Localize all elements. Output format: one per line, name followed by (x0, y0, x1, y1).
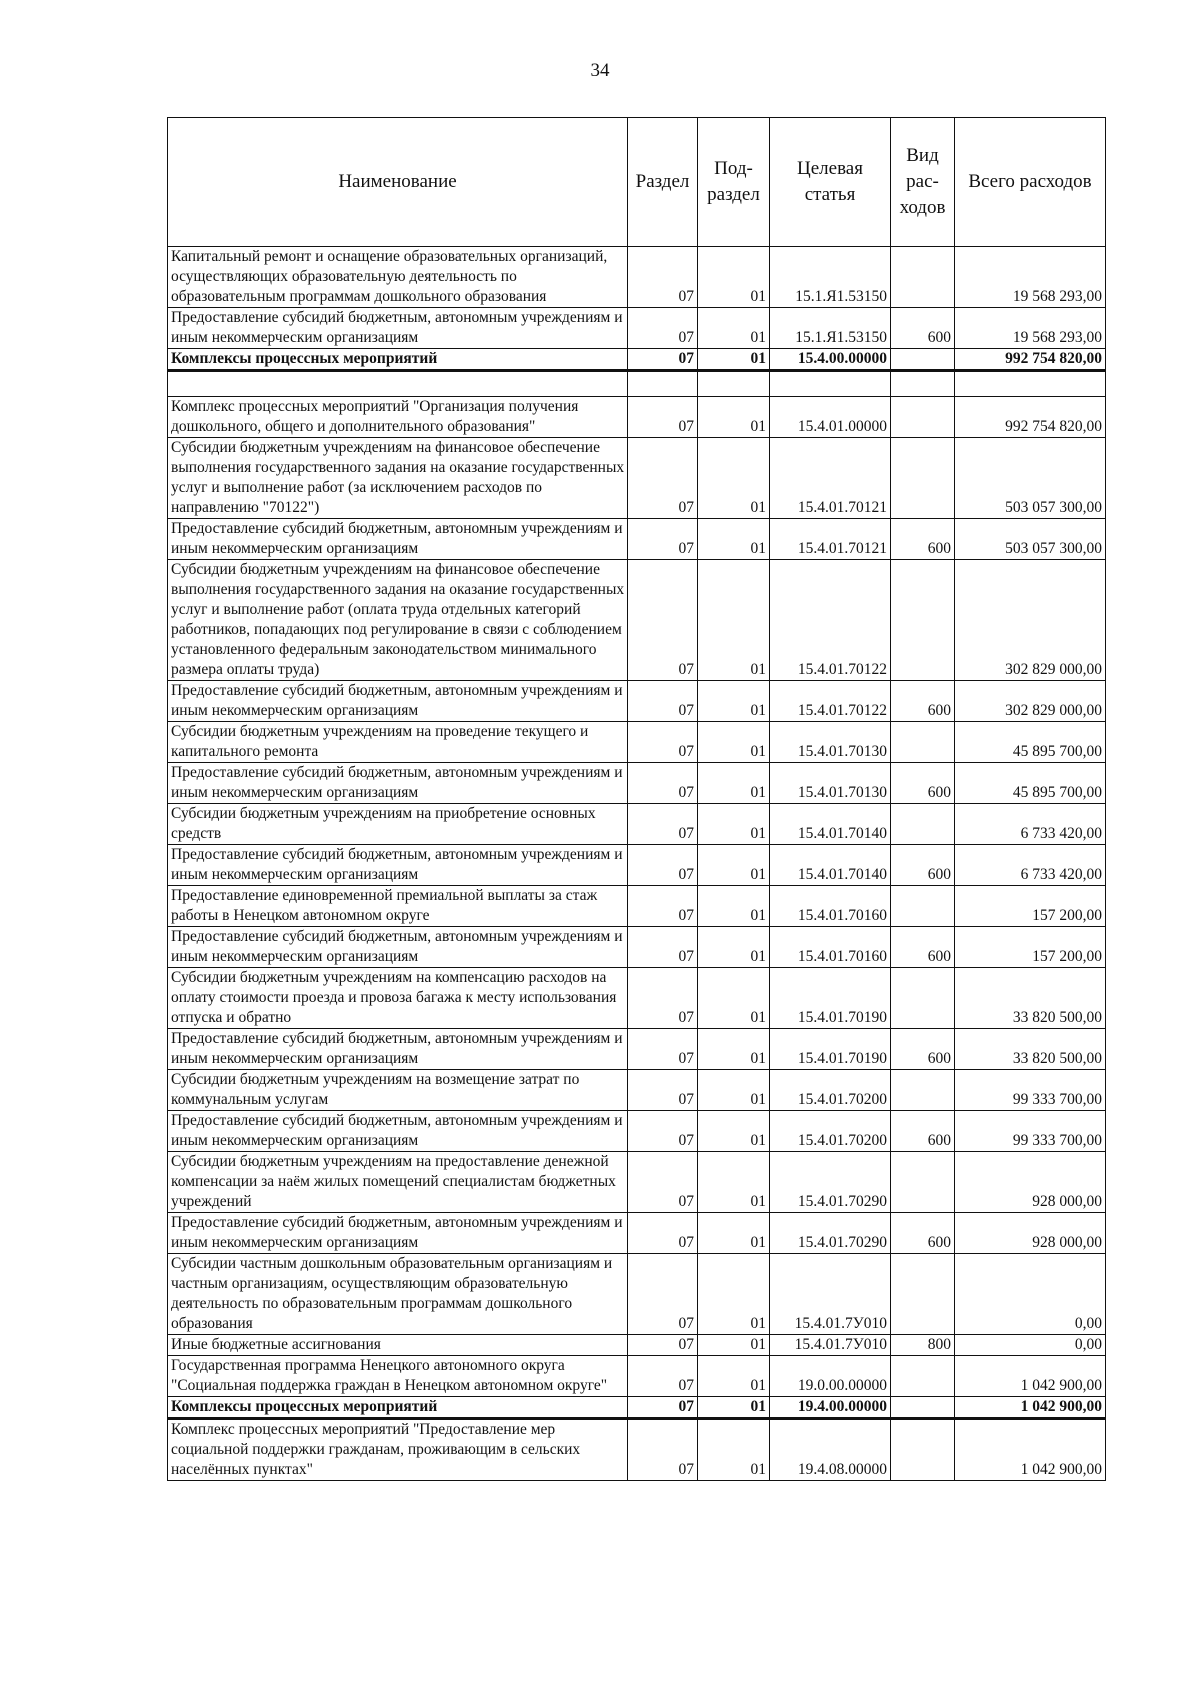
cell-name: Предоставление субсидий бюджетным, автономным учреждениям и иным некоммерческим организациям (168, 927, 628, 968)
cell-section: 07 (628, 397, 698, 438)
spacer-cell (770, 371, 891, 397)
cell-subsection: 01 (698, 927, 770, 968)
cell-type (891, 1152, 955, 1213)
cell-section: 07 (628, 845, 698, 886)
spacer-cell (955, 371, 1106, 397)
spacer-cell (891, 371, 955, 397)
cell-name: Капитальный ремонт и оснащение образовательных организаций, осуществляющих образовательную деятельность по образовательным программам дошкольного образования (168, 247, 628, 308)
cell-target: 19.4.08.00000 (770, 1419, 891, 1481)
header-type: Вид рас- ходов (891, 118, 955, 247)
cell-subsection: 01 (698, 886, 770, 927)
cell-type: 600 (891, 1111, 955, 1152)
cell-target: 15.4.01.70190 (770, 1029, 891, 1070)
cell-subsection: 01 (698, 1335, 770, 1356)
cell-type (891, 804, 955, 845)
cell-total: 157 200,00 (955, 927, 1106, 968)
cell-total: 1 042 900,00 (955, 1356, 1106, 1397)
cell-type (891, 1419, 955, 1481)
cell-subsection: 01 (698, 560, 770, 681)
cell-section: 07 (628, 1152, 698, 1213)
cell-section: 07 (628, 1254, 698, 1335)
cell-subsection: 01 (698, 845, 770, 886)
cell-name: Предоставление субсидий бюджетным, автономным учреждениям и иным некоммерческим организациям (168, 763, 628, 804)
cell-section: 07 (628, 1397, 698, 1419)
cell-subsection: 01 (698, 438, 770, 519)
cell-target: 15.4.01.70130 (770, 722, 891, 763)
table-row (168, 722, 1106, 763)
cell-name: Предоставление субсидий бюджетным, автономным учреждениям и иным некоммерческим организациям (168, 1111, 628, 1152)
cell-target: 15.4.01.70122 (770, 560, 891, 681)
cell-target: 19.4.00.00000 (770, 1397, 891, 1419)
spacer-cell (698, 371, 770, 397)
cell-section: 07 (628, 763, 698, 804)
cell-total: 33 820 500,00 (955, 968, 1106, 1029)
table-row (168, 681, 1106, 722)
table-row (168, 349, 1106, 371)
cell-subsection: 01 (698, 349, 770, 371)
cell-section: 07 (628, 927, 698, 968)
cell-name: Субсидии бюджетным учреждениям на проведение текущего и капитального ремонта (168, 722, 628, 763)
table-row (168, 763, 1106, 804)
cell-total: 157 200,00 (955, 886, 1106, 927)
cell-subsection: 01 (698, 804, 770, 845)
cell-type (891, 560, 955, 681)
cell-subsection: 01 (698, 1213, 770, 1254)
cell-subsection: 01 (698, 308, 770, 349)
cell-name: Субсидии бюджетным учреждениям на финансовое обеспечение выполнения государственного задания на оказание государственных услуг и выполнение работ (оплата труда отдельных категорий работников, попадающих под регулирование в связи с соблюдением установленного федеральным законодательством минимального размера оплаты труда) (168, 560, 628, 681)
cell-type: 600 (891, 308, 955, 349)
page-number: 34 (590, 60, 610, 81)
header-total: Всего расходов (955, 118, 1106, 247)
cell-section: 07 (628, 560, 698, 681)
cell-type: 600 (891, 763, 955, 804)
cell-name: Комплексы процессных мероприятий (168, 1397, 628, 1419)
cell-section: 07 (628, 1070, 698, 1111)
cell-target: 15.4.01.70140 (770, 845, 891, 886)
cell-name: Субсидии частным дошкольным образовательным организациям и частным организациям, осуществляющим образовательную деятельность по образовательным программам дошкольного образования (168, 1254, 628, 1335)
cell-name: Предоставление субсидий бюджетным, автономным учреждениям и иным некоммерческим организациям (168, 681, 628, 722)
cell-total: 99 333 700,00 (955, 1111, 1106, 1152)
cell-type: 600 (891, 845, 955, 886)
cell-section: 07 (628, 1419, 698, 1481)
cell-type (891, 1356, 955, 1397)
cell-subsection: 01 (698, 247, 770, 308)
spacer-cell (628, 371, 698, 397)
cell-section: 07 (628, 804, 698, 845)
cell-type: 600 (891, 927, 955, 968)
cell-type (891, 247, 955, 308)
cell-total: 33 820 500,00 (955, 1029, 1106, 1070)
cell-total: 0,00 (955, 1254, 1106, 1335)
cell-name: Комплекс процессных мероприятий "Предоставление мер социальной поддержки гражданам, проживающим в сельских населённых пунктах" (168, 1419, 628, 1481)
table-row (168, 1070, 1106, 1111)
cell-section: 07 (628, 1029, 698, 1070)
table-body (168, 247, 1106, 1481)
cell-total: 503 057 300,00 (955, 438, 1106, 519)
cell-target: 15.4.01.70122 (770, 681, 891, 722)
cell-section: 07 (628, 1335, 698, 1356)
cell-name: Предоставление субсидий бюджетным, автономным учреждениям и иным некоммерческим организациям (168, 1029, 628, 1070)
cell-target: 15.4.01.70190 (770, 968, 891, 1029)
table-header-row (168, 118, 1106, 247)
cell-subsection: 01 (698, 763, 770, 804)
header-section: Раздел (628, 118, 698, 247)
header-target: Целевая статья (770, 118, 891, 247)
cell-section: 07 (628, 968, 698, 1029)
cell-name: Государственная программа Ненецкого автономного округа "Социальная поддержка граждан в Ненецком автономном округе" (168, 1356, 628, 1397)
cell-type (891, 886, 955, 927)
cell-name: Субсидии бюджетным учреждениям на предоставление денежной компенсации за наём жилых помещений специалистам бюджетных учреждений (168, 1152, 628, 1213)
budget-table (167, 117, 1106, 1481)
cell-subsection: 01 (698, 1254, 770, 1335)
cell-subsection: 01 (698, 1152, 770, 1213)
table-row (168, 1397, 1106, 1419)
table-row (168, 886, 1106, 927)
cell-total: 1 042 900,00 (955, 1397, 1106, 1419)
table-row (168, 397, 1106, 438)
header-subsection: Под- раздел (698, 118, 770, 247)
cell-subsection: 01 (698, 397, 770, 438)
table-row (168, 968, 1106, 1029)
table-row (168, 1111, 1106, 1152)
cell-subsection: 01 (698, 519, 770, 560)
table-row (168, 1419, 1106, 1481)
cell-name: Субсидии бюджетным учреждениям на приобретение основных средств (168, 804, 628, 845)
table-row (168, 1152, 1106, 1213)
table-row (168, 247, 1106, 308)
cell-name: Предоставление субсидий бюджетным, автономным учреждениям и иным некоммерческим организациям (168, 308, 628, 349)
cell-type: 600 (891, 1029, 955, 1070)
cell-name: Субсидии бюджетным учреждениям на компенсацию расходов на оплату стоимости проезда и провоза багажа к месту использования отпуска и обратно (168, 968, 628, 1029)
cell-total: 45 895 700,00 (955, 722, 1106, 763)
cell-target: 15.4.01.70200 (770, 1070, 891, 1111)
cell-subsection: 01 (698, 681, 770, 722)
cell-type: 600 (891, 519, 955, 560)
cell-target: 15.4.01.70160 (770, 886, 891, 927)
cell-target: 15.4.00.00000 (770, 349, 891, 371)
cell-target: 15.4.01.70290 (770, 1152, 891, 1213)
cell-target: 15.1.Я1.53150 (770, 308, 891, 349)
spacer-cell (168, 371, 628, 397)
cell-section: 07 (628, 308, 698, 349)
cell-section: 07 (628, 681, 698, 722)
table-row (168, 1029, 1106, 1070)
cell-total: 99 333 700,00 (955, 1070, 1106, 1111)
table-row (168, 927, 1106, 968)
cell-name: Предоставление субсидий бюджетным, автономным учреждениям и иным некоммерческим организациям (168, 1213, 628, 1254)
cell-target: 15.4.01.7У010 (770, 1335, 891, 1356)
cell-name: Предоставление субсидий бюджетным, автономным учреждениям и иным некоммерческим организациям (168, 519, 628, 560)
table-row (168, 1356, 1106, 1397)
cell-section: 07 (628, 247, 698, 308)
cell-type (891, 722, 955, 763)
cell-total: 302 829 000,00 (955, 681, 1106, 722)
cell-total: 19 568 293,00 (955, 247, 1106, 308)
cell-type (891, 968, 955, 1029)
cell-total: 0,00 (955, 1335, 1106, 1356)
cell-target: 15.4.01.70121 (770, 519, 891, 560)
header-name: Наименование (168, 118, 628, 247)
cell-section: 07 (628, 886, 698, 927)
cell-type: 600 (891, 1213, 955, 1254)
cell-total: 6 733 420,00 (955, 804, 1106, 845)
cell-total: 1 042 900,00 (955, 1419, 1106, 1481)
cell-total: 992 754 820,00 (955, 397, 1106, 438)
cell-name: Комплекс процессных мероприятий "Организация получения дошкольного, общего и дополнительного образования" (168, 397, 628, 438)
cell-section: 07 (628, 1356, 698, 1397)
cell-target: 15.4.01.70121 (770, 438, 891, 519)
cell-subsection: 01 (698, 1419, 770, 1481)
table-row (168, 438, 1106, 519)
cell-type (891, 1397, 955, 1419)
cell-name: Субсидии бюджетным учреждениям на возмещение затрат по коммунальным услугам (168, 1070, 628, 1111)
cell-name: Комплексы процессных мероприятий (168, 349, 628, 371)
table-row (168, 1254, 1106, 1335)
cell-total: 992 754 820,00 (955, 349, 1106, 371)
cell-type (891, 1254, 955, 1335)
cell-target: 15.1.Я1.53150 (770, 247, 891, 308)
cell-type (891, 349, 955, 371)
cell-subsection: 01 (698, 1029, 770, 1070)
cell-total: 302 829 000,00 (955, 560, 1106, 681)
cell-name: Субсидии бюджетным учреждениям на финансовое обеспечение выполнения государственного задания на оказание государственных услуг и выполнение работ (за исключением расходов по направлению "70122") (168, 438, 628, 519)
cell-section: 07 (628, 438, 698, 519)
table-row (168, 308, 1106, 349)
cell-section: 07 (628, 349, 698, 371)
table-row (168, 560, 1106, 681)
table-row (168, 1213, 1106, 1254)
cell-target: 15.4.01.70140 (770, 804, 891, 845)
cell-target: 19.0.00.00000 (770, 1356, 891, 1397)
cell-section: 07 (628, 722, 698, 763)
cell-name: Иные бюджетные ассигнования (168, 1335, 628, 1356)
cell-total: 503 057 300,00 (955, 519, 1106, 560)
table-row (168, 804, 1106, 845)
cell-type: 800 (891, 1335, 955, 1356)
cell-type (891, 397, 955, 438)
cell-total: 45 895 700,00 (955, 763, 1106, 804)
cell-name: Предоставление единовременной премиальной выплаты за стаж работы в Ненецком автономном округе (168, 886, 628, 927)
cell-subsection: 01 (698, 968, 770, 1029)
cell-name: Предоставление субсидий бюджетным, автономным учреждениям и иным некоммерческим организациям (168, 845, 628, 886)
table-row (168, 519, 1106, 560)
cell-target: 15.4.01.70130 (770, 763, 891, 804)
cell-target: 15.4.01.70200 (770, 1111, 891, 1152)
cell-target: 15.4.01.00000 (770, 397, 891, 438)
cell-section: 07 (628, 1213, 698, 1254)
cell-total: 928 000,00 (955, 1213, 1106, 1254)
cell-subsection: 01 (698, 1111, 770, 1152)
cell-target: 15.4.01.70290 (770, 1213, 891, 1254)
cell-total: 928 000,00 (955, 1152, 1106, 1213)
table-spacer-row (168, 371, 1106, 397)
cell-section: 07 (628, 1111, 698, 1152)
cell-subsection: 01 (698, 1070, 770, 1111)
cell-type (891, 438, 955, 519)
table-row (168, 845, 1106, 886)
cell-subsection: 01 (698, 1356, 770, 1397)
cell-type: 600 (891, 681, 955, 722)
cell-subsection: 01 (698, 1397, 770, 1419)
cell-target: 15.4.01.70160 (770, 927, 891, 968)
table-row (168, 1335, 1106, 1356)
cell-section: 07 (628, 519, 698, 560)
cell-total: 6 733 420,00 (955, 845, 1106, 886)
cell-subsection: 01 (698, 722, 770, 763)
cell-total: 19 568 293,00 (955, 308, 1106, 349)
cell-type (891, 1070, 955, 1111)
cell-target: 15.4.01.7У010 (770, 1254, 891, 1335)
